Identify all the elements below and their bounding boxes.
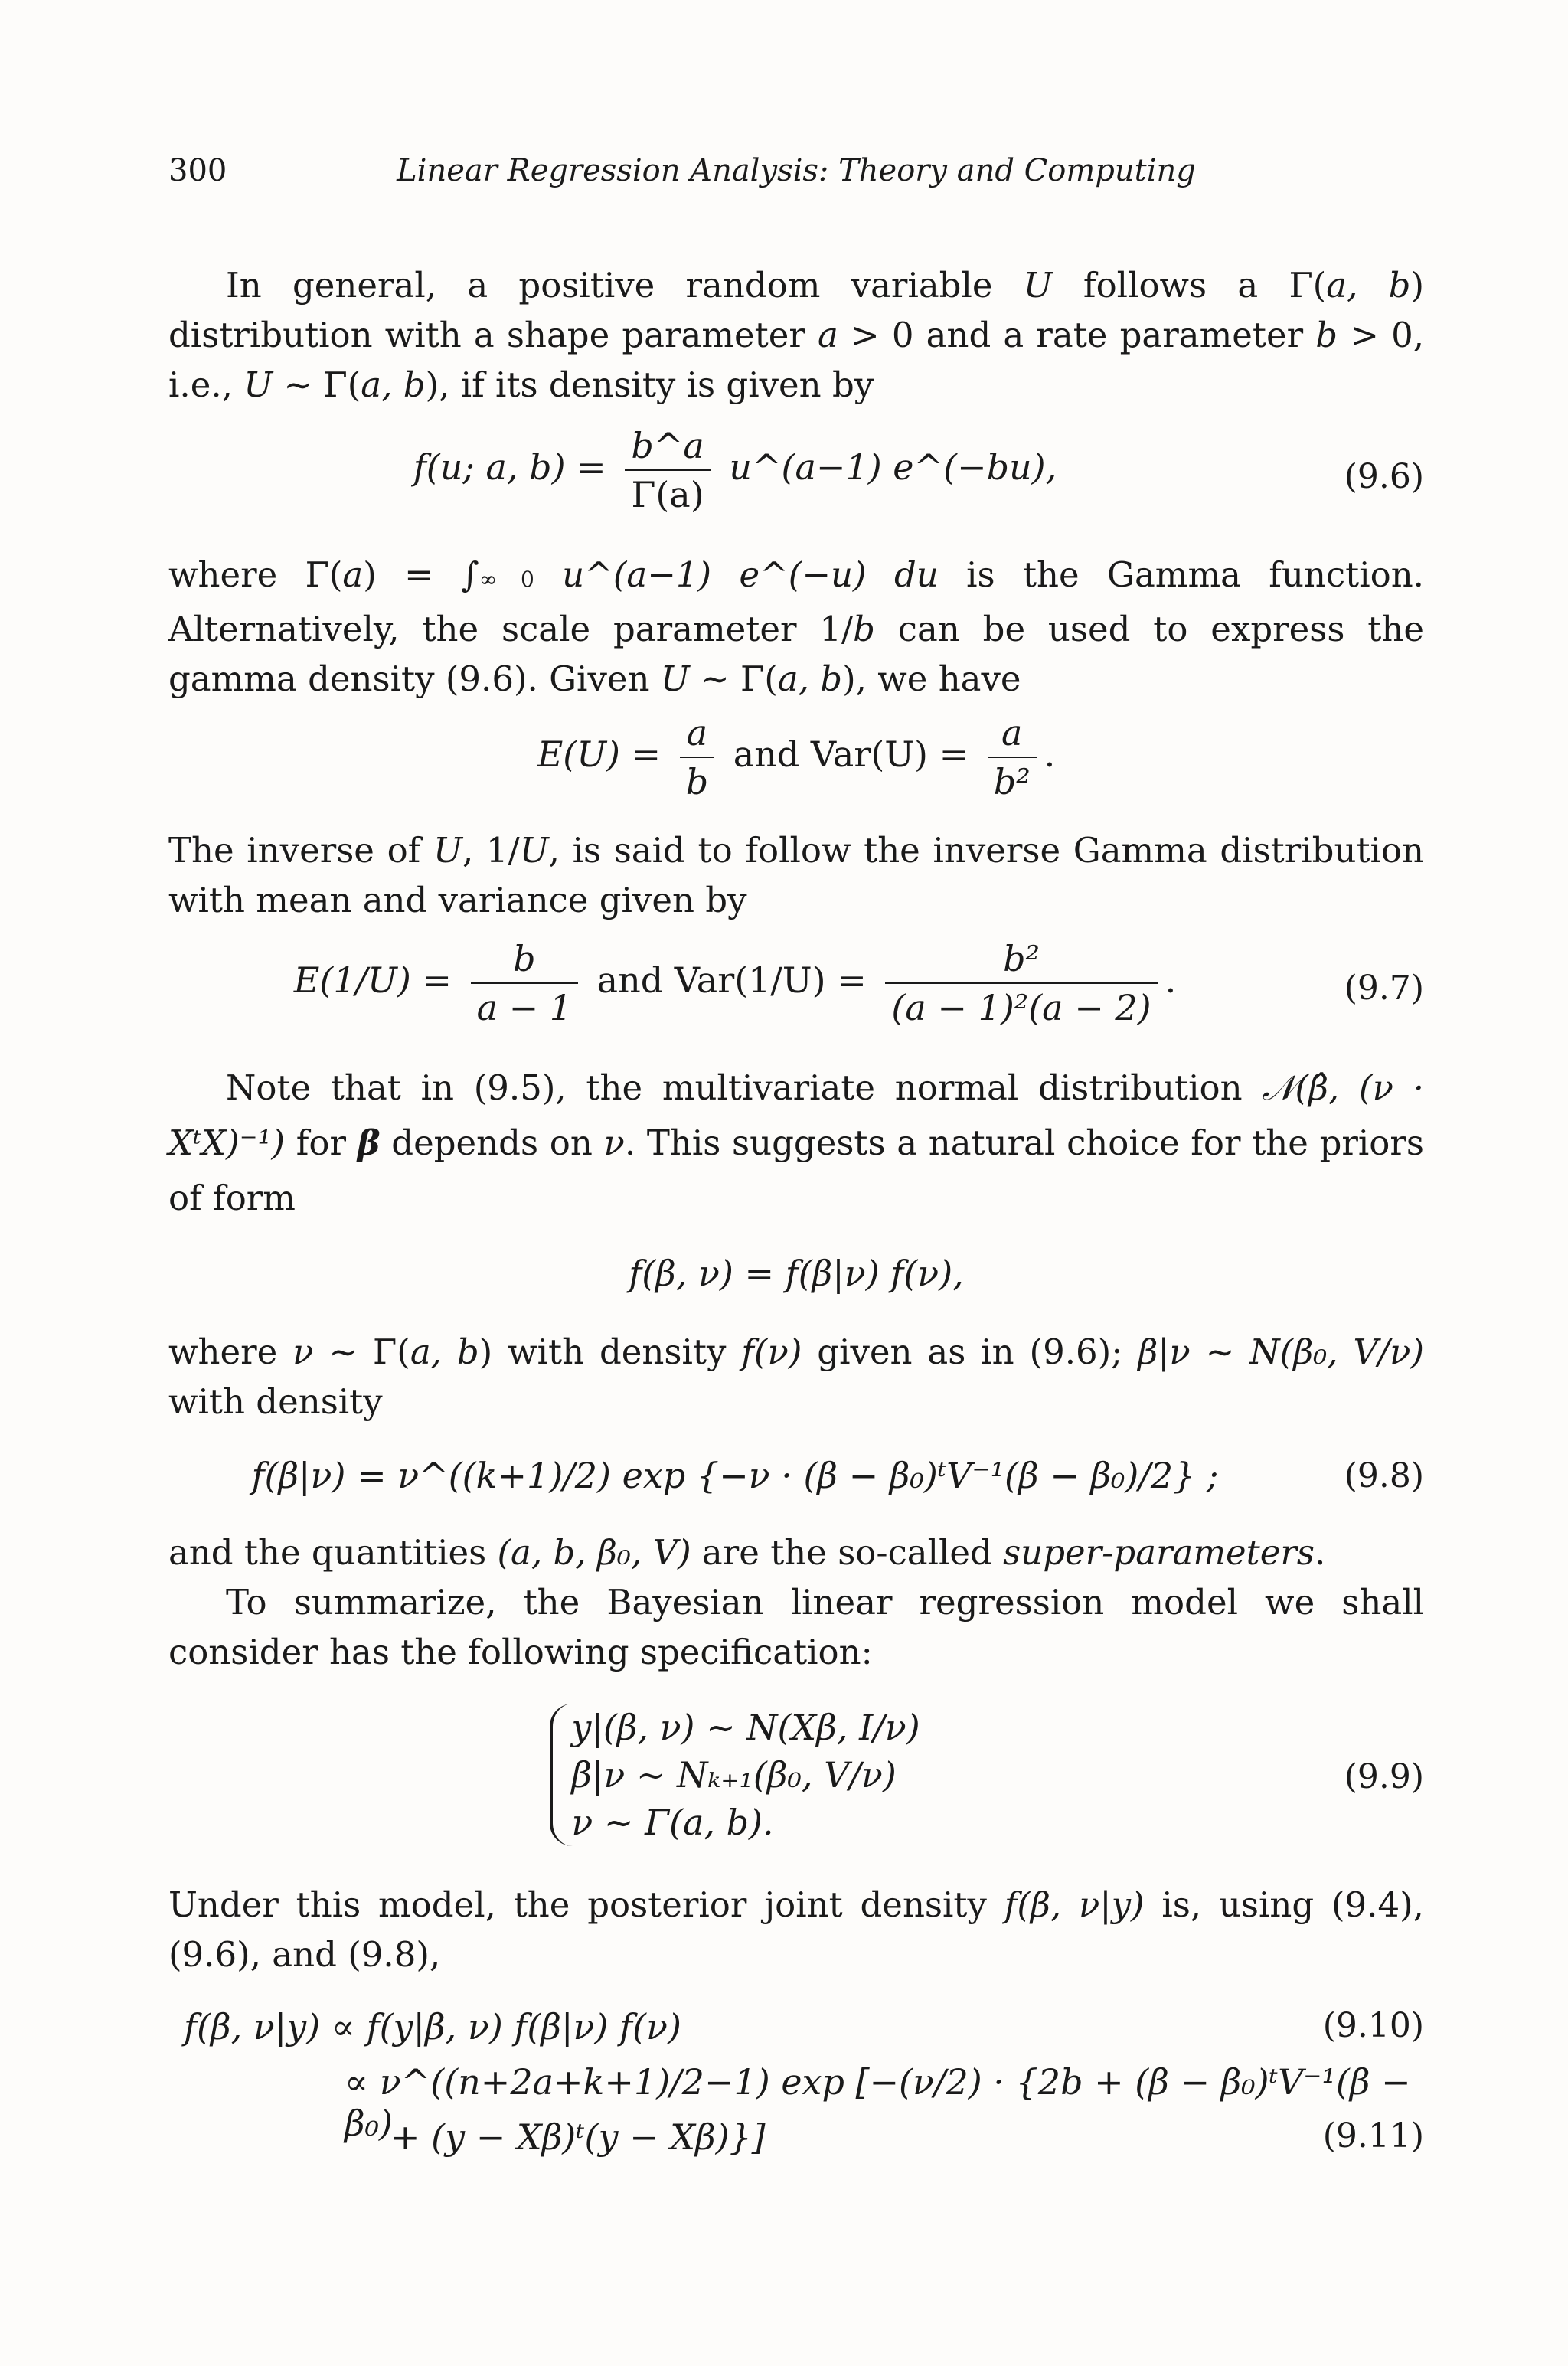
equation-number: (9.11) xyxy=(1322,2116,1424,2155)
paragraph-gamma-function: where Γ(a) = ∫∞ 0 u^(a−1) e^(−u) du is the Gamma function. Alternatively, the scale parameter 1/b can be used to express the gamma density (9.6). Given U ∼ Γ(a, b), we have xyxy=(168,554,1424,699)
equation-number: (9.10) xyxy=(1322,2006,1424,2045)
page-number: 300 xyxy=(168,153,227,188)
paragraph-summary: To summarize, the Bayesian linear regression model we shall consider has the following specification: xyxy=(168,1582,1424,1672)
running-header xyxy=(168,153,1424,199)
equation-9-7: E(1/U) = $\frac{b}{a - 1}$ and Var(1/U) = $\frac{\text{b²}}{\text{(a − 1)²(a − 2)}}$ . (9.7) xyxy=(293,938,1424,1028)
equation-9-8: f(β|ν) = ν^((k+1)/2) exp {−ν · (β − β₀)ᵗV⁻¹(β − β₀)/2} ; (9.8) xyxy=(251,1455,1424,1496)
equation-prior-factorization: f(β, ν) = f(β|ν) f(ν), xyxy=(629,1253,964,1294)
running-title: Linear Regression Analysis: Theory and Computing xyxy=(397,153,1196,188)
equation-number: (9.9) xyxy=(1344,1757,1424,1796)
model-specification: y|(β, ν) ∼ N(Xβ, I/ν) β|ν ∼ Nₖ₊₁(β₀, V/ν) ν ∼ Γ(a, b). xyxy=(550,1704,920,1846)
equation-number: (9.6) xyxy=(1344,457,1424,496)
paragraph-prior-density: where ν ∼ Γ(a, b) with density f(ν) given as in (9.6); β|ν ∼ N(β₀, V/ν) with density xyxy=(168,1332,1425,1422)
paragraph-posterior: Under this model, the posterior joint density f(β, ν|y) is, using (9.4), (9.6), and (9.8), xyxy=(168,1884,1424,1975)
paragraph-super-parameters: and the quantities (a, b, β₀, V) are the so-called super-parameters. xyxy=(168,1532,1326,1573)
equation-number: (9.7) xyxy=(1344,969,1424,1008)
equation-9-10-9-11: f(β, ν|y) ∝ f(y|β, ν) f(β|ν) f(ν) (9.10) ∝ ν^((n+2a+k+1)/2−1) exp [−(ν/2) · {2b + (β − β₀)ᵗV⁻¹(β − β₀) + (y − Xβ)ᵗ(y − Xβ)}] (9.11) xyxy=(184,2006,1424,2158)
paragraph-prior-choice: Note that in (9.5), the multivariate normal distribution 𝒩(β̂, (ν · XᵗX)⁻¹) for β depends on ν. This suggests a natural choice for the priors of form xyxy=(168,1067,1425,1218)
equation-number: (9.8) xyxy=(1344,1456,1424,1495)
paragraph-gamma-definition: In general, a positive random variable U follows a Γ(a, b) distribution with a shape parameter a > 0 and a rate parameter b > 0, i.e., U ∼ Γ(a, b), if its density is given by xyxy=(168,265,1425,405)
equation-9-6: f(u; a, b) = $\frac{b\^{}a}{\Gamma(a)}$ u^(a−1) e^(−bu), (9.6) xyxy=(413,425,1424,515)
paragraph-inverse-gamma: The inverse of U, 1/U, is said to follow the inverse Gamma distribution with mean and variance given by xyxy=(168,830,1424,920)
equation-9-9 xyxy=(168,1704,1424,1857)
equation-gamma-moments: E(U) = $\frac{a}{b}$ and Var(U) = $\frac{a}{\text{b²}}$ . xyxy=(537,712,1056,802)
